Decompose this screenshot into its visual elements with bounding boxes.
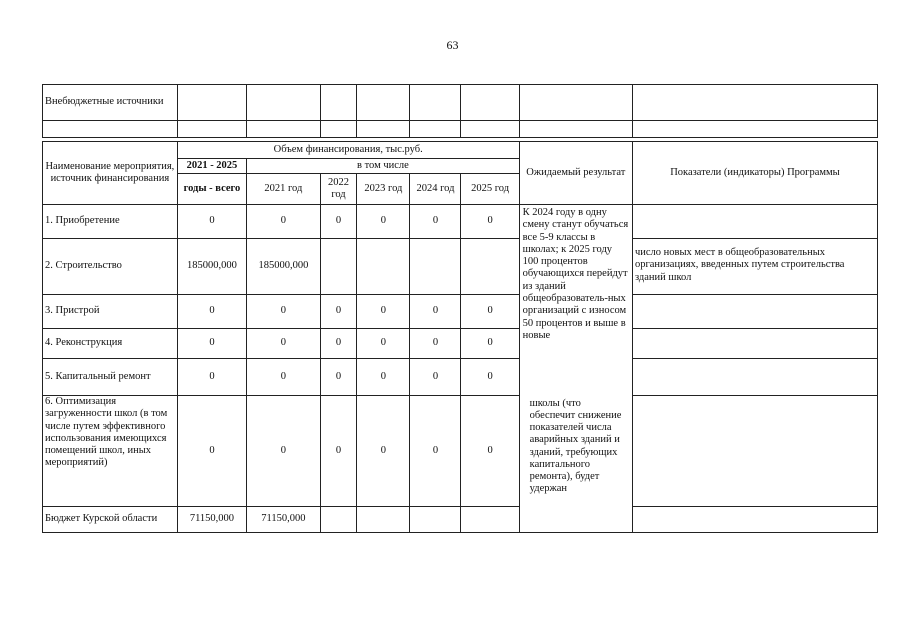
row-total: 0: [177, 205, 246, 239]
table-row: [43, 359, 878, 396]
indicator-text: число новых мест в общеобразовательных организациях, введенных путем строительства зданий школ: [632, 239, 877, 295]
table-row: [43, 329, 878, 359]
total-header: годы - всего: [177, 174, 246, 205]
row-2021: 0: [247, 396, 320, 507]
row-2025: [461, 507, 519, 533]
row-2024: [410, 507, 461, 533]
row-2022: 0: [320, 329, 357, 359]
period-header: 2021 - 2025: [177, 159, 246, 174]
row-2022: 0: [320, 205, 357, 239]
financing-table: [42, 141, 878, 533]
row-2022: 0: [320, 396, 357, 507]
row-2025: 0: [461, 396, 519, 507]
row-2025: [461, 239, 519, 295]
including-header: в том числе: [247, 159, 520, 174]
year-header: 2022 год: [320, 174, 357, 205]
row-2022: [320, 239, 357, 295]
row-2024: 0: [410, 396, 461, 507]
row-2021: 0: [247, 295, 320, 329]
year-header: 2021 год: [247, 174, 320, 205]
row-total: 0: [177, 396, 246, 507]
row-total: 0: [177, 329, 246, 359]
row-2021: 71150,000: [247, 507, 320, 533]
row-2024: 0: [410, 205, 461, 239]
row-total: 0: [177, 295, 246, 329]
row-total: 185000,000: [177, 239, 246, 295]
row-name: 5. Капитальный ремонт: [43, 359, 178, 396]
row-2023: 0: [357, 295, 410, 329]
row-2024: 0: [410, 329, 461, 359]
row-2025: 0: [461, 295, 519, 329]
row-name: 6. Оптимизация загруженности школ (в том числе путем эффективного использования имеющихся помещений школ, иных мероприятий): [43, 396, 178, 507]
row-2023: 0: [357, 329, 410, 359]
table-row: [43, 295, 878, 329]
expected-result-header: Ожидаемый результат: [519, 142, 632, 205]
row-name: 3. Пристрой: [43, 295, 178, 329]
row-2023: 0: [357, 396, 410, 507]
row-2022: [320, 507, 357, 533]
row-2021: 0: [247, 205, 320, 239]
row-2021: 0: [247, 359, 320, 396]
row-2024: 0: [410, 295, 461, 329]
row-name: Бюджет Курской области: [43, 507, 178, 533]
expected-result-text: К 2024 году в одну смену станут обучаться все 5-9 классы в школах; к 2025 году 100 процентов обучающихся перейдут из зданий общеобразователь-ных организаций с износом 50 процентов и выше в новые: [519, 205, 632, 396]
expected-result-text-continued: школы (что обеспечит снижение показателей числа аварийных зданий и зданий, требующих капитального ремонта), будет удержан: [519, 396, 632, 533]
year-header: 2024 год: [410, 174, 461, 205]
page-number: 63: [446, 38, 459, 52]
row-name: 1. Приобретение: [43, 205, 178, 239]
row-2023: 0: [357, 359, 410, 396]
table-row: [43, 396, 878, 507]
table-row: [43, 507, 878, 533]
row-2022: 0: [320, 359, 357, 396]
row-2025: 0: [461, 205, 519, 239]
offbudget-label: Внебюджетные источники: [43, 85, 178, 121]
row-2021: 0: [247, 329, 320, 359]
financing-volume-header: Объем финансирования, тыс.руб.: [177, 142, 519, 159]
row-2022: 0: [320, 295, 357, 329]
row-2024: 0: [410, 359, 461, 396]
indicators-header: Показатели (индикаторы) Программы: [632, 142, 877, 205]
row-2023: 0: [357, 205, 410, 239]
row-total: 0: [177, 359, 246, 396]
row-2023: [357, 507, 410, 533]
year-header: 2025 год: [461, 174, 519, 205]
row-name: 4. Реконструкция: [43, 329, 178, 359]
row-2023: [357, 239, 410, 295]
row-total: 71150,000: [177, 507, 246, 533]
name-column-header: Наименование мероприятия, источник финансирования: [43, 142, 178, 205]
row-2021: 185000,000: [247, 239, 320, 295]
table-row: [43, 205, 878, 239]
table-row: [43, 239, 878, 295]
year-header: 2023 год: [357, 174, 410, 205]
row-2024: [410, 239, 461, 295]
row-name: 2. Строительство: [43, 239, 178, 295]
row-2025: 0: [461, 329, 519, 359]
row-2025: 0: [461, 359, 519, 396]
top-table: [42, 84, 878, 138]
